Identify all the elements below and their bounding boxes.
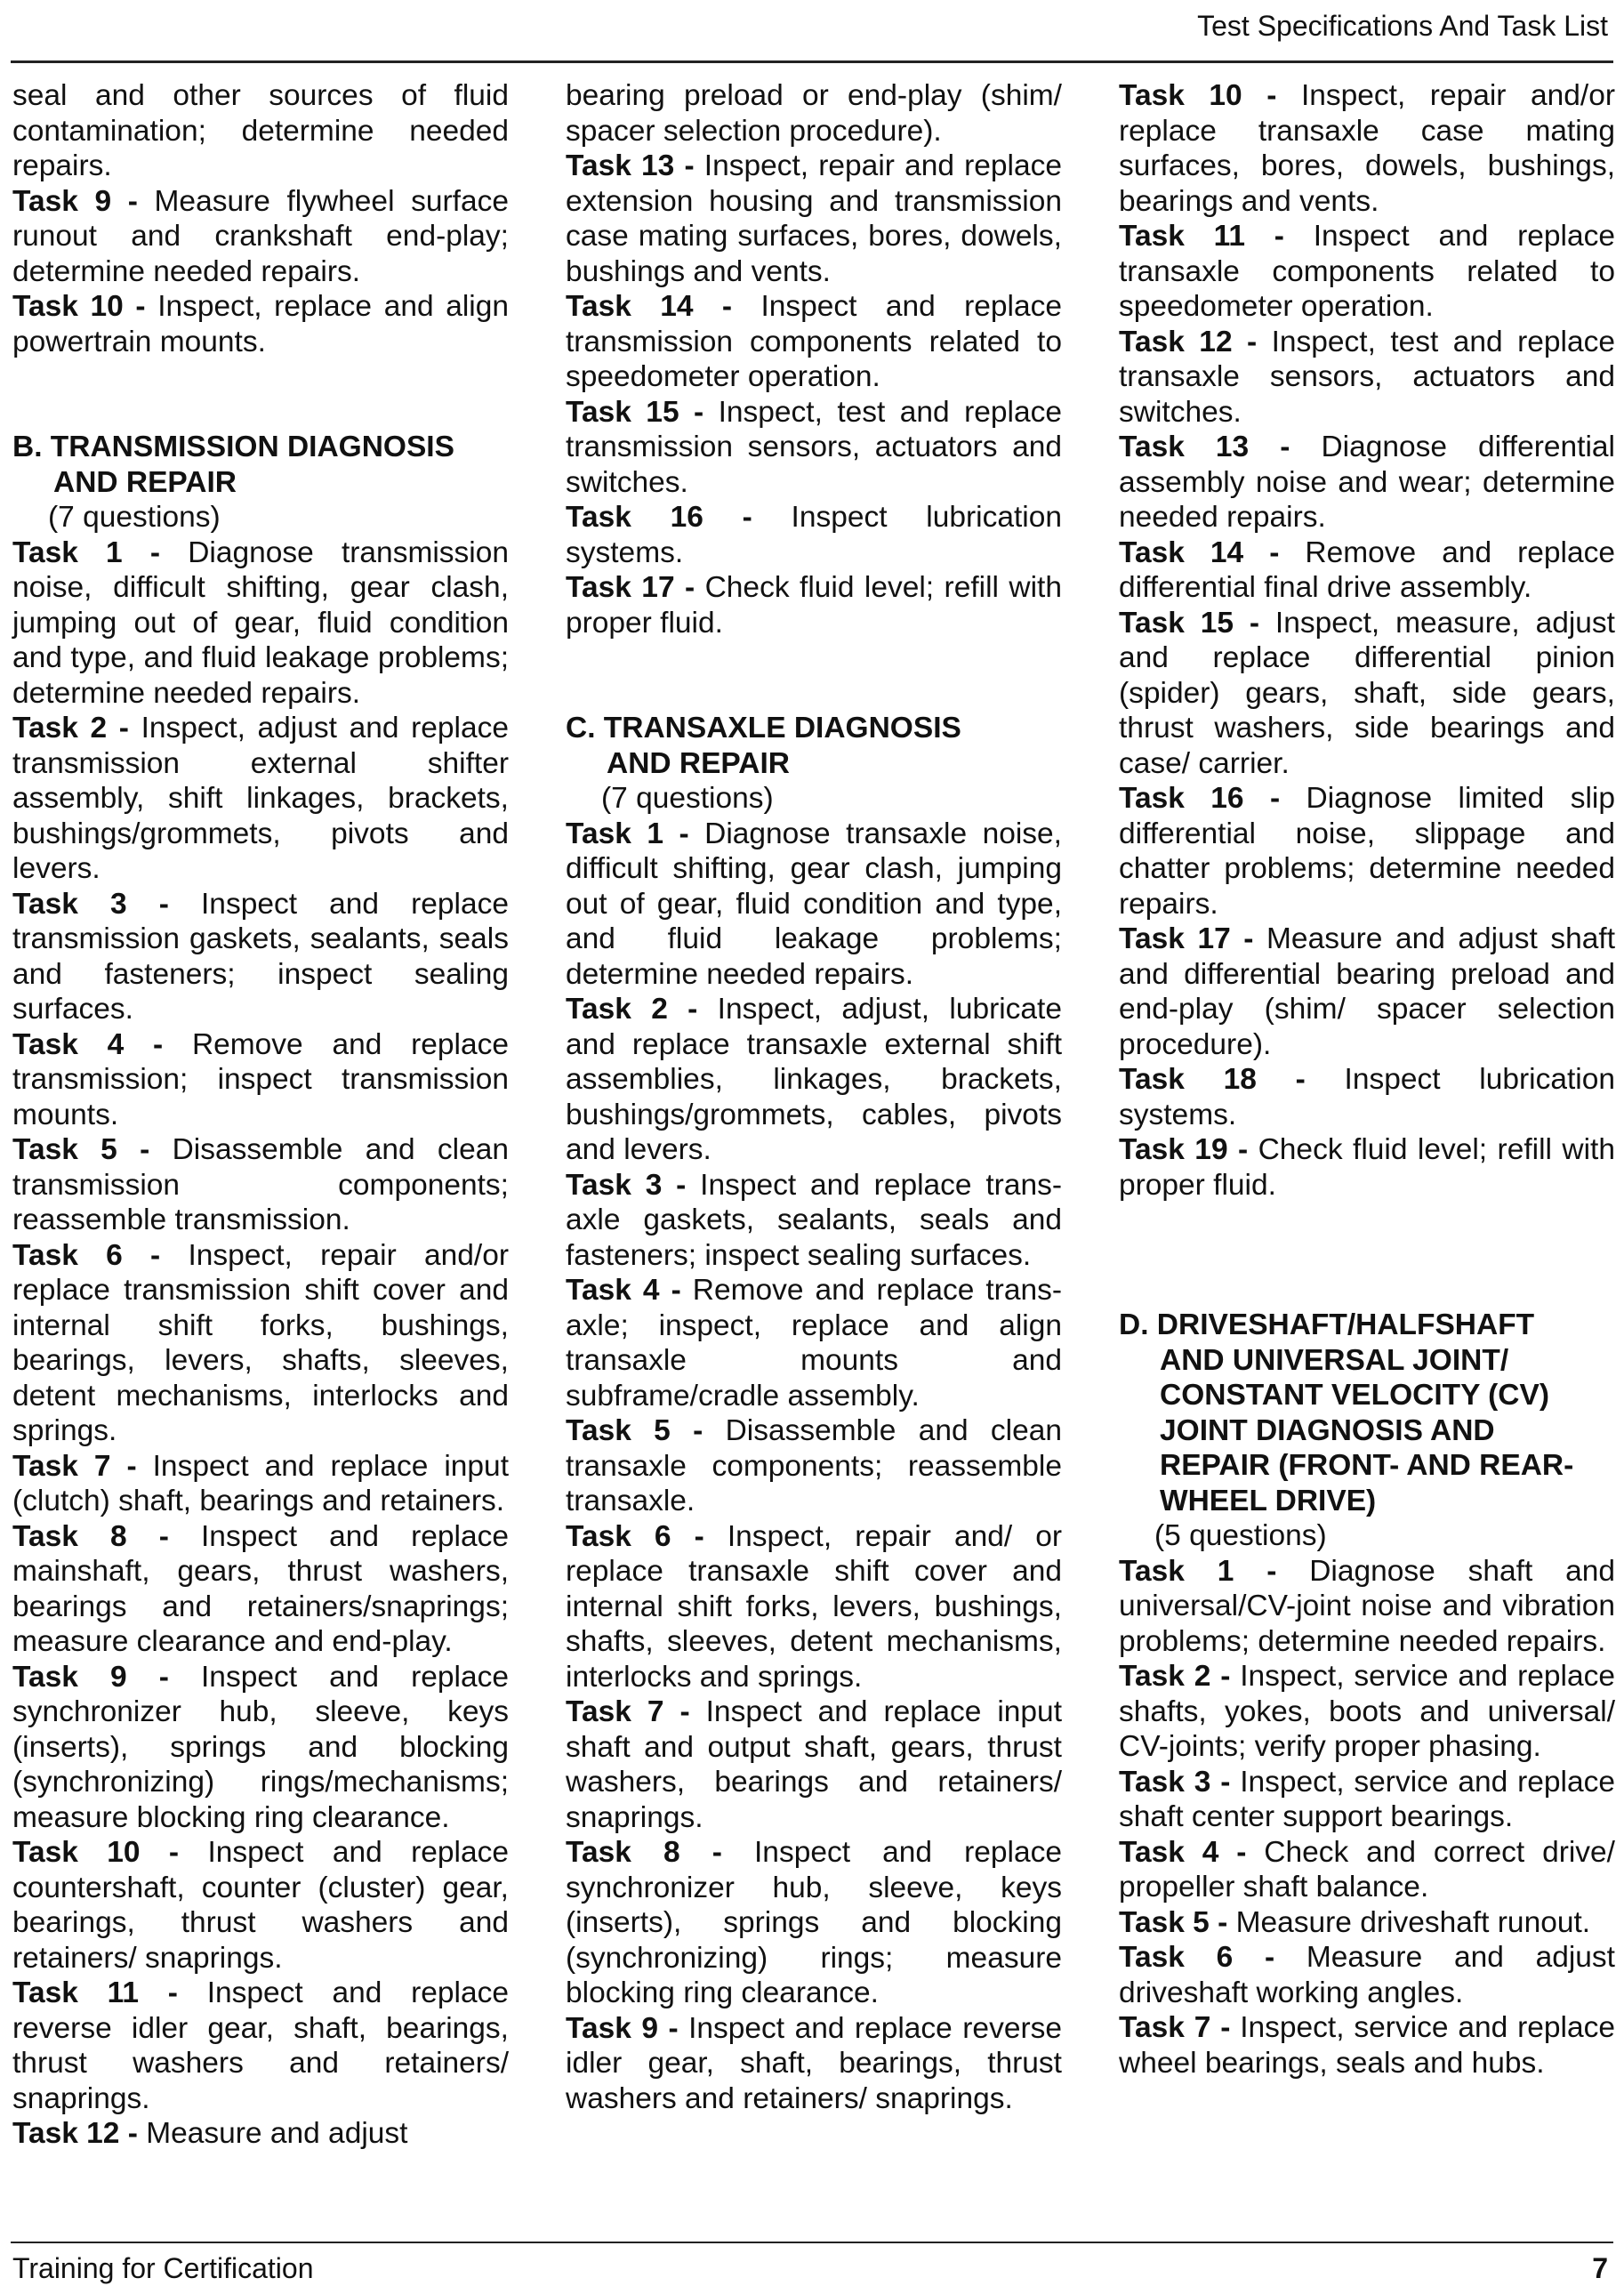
task-item	[12, 1976, 509, 2116]
task-text: Inspect, replace and align powertrain mounts.	[12, 290, 510, 358]
task-label: Task 14 -	[566, 290, 733, 323]
task-item	[1119, 1905, 1615, 1941]
task-text: Inspect lubrication systems.	[566, 501, 1062, 569]
task-text: Inspect and replace input (clutch) shaft, bearings and retainers.	[12, 1449, 509, 1517]
task-label: Task 5 -	[1119, 1905, 1228, 1939]
task-text: Inspect and replace input shaft and output shaft, gears, thrust washers, bearings and retainers/ snaprings.	[566, 1695, 1062, 1834]
task-label: Task 2 -	[566, 993, 698, 1026]
task-item	[1119, 430, 1615, 535]
task-label: Task 1 -	[1119, 1554, 1277, 1588]
task-label: Task 11 -	[12, 1976, 178, 2009]
task-text: Remove and replace transmission; inspect transmission mounts.	[12, 1027, 509, 1131]
task-item	[1119, 2010, 1615, 2081]
task-item	[12, 1660, 509, 1836]
task-text: Inspect, test and replace transmission sensors, actuators and switches.	[566, 395, 1062, 499]
task-label: Task 11 -	[1119, 220, 1284, 253]
task-item	[1119, 606, 1615, 782]
task-item	[566, 1168, 1062, 1274]
section-heading-d	[1119, 1308, 1615, 1518]
task-item	[1119, 1132, 1615, 1203]
task-text: Inspect, service and replace shaft center support bearings.	[1119, 1765, 1615, 1833]
task-text: Inspect and replace synchronizer hub, sleeve, keys (inserts), springs and blocking (synchronizing) rings; measure blocking ring clearance.	[566, 1836, 1062, 2009]
task-label: Task 15 -	[1119, 606, 1260, 640]
task-list	[1119, 1554, 1615, 2081]
task-label: Task 4 -	[566, 1274, 681, 1307]
task-label: Task 6 -	[12, 1238, 161, 1272]
task-list	[12, 535, 509, 2152]
task-label: Task 8 -	[566, 1836, 722, 1869]
task-item	[566, 1273, 1062, 1413]
task-text: Inspect and replace trans-axle gaskets, sealants, seals and fasteners; inspect sealing surfaces.	[566, 1168, 1062, 1272]
task-item	[1119, 535, 1615, 606]
task-text: Inspect, repair and/or replace transaxle case mating surfaces, bores, dowels, bushings, bearings and vents.	[1119, 79, 1615, 218]
section-heading-line: AND REPAIR	[607, 746, 790, 780]
task-item	[1119, 1062, 1615, 1132]
task-text: Disassemble and clean transaxle components; reassemble transaxle.	[566, 1414, 1062, 1517]
task-label: Task 7 -	[1119, 2011, 1231, 2044]
task-item	[12, 1835, 509, 1976]
task-label: Task 9 -	[12, 184, 138, 218]
task-item	[566, 1519, 1062, 1695]
task-item	[1119, 922, 1615, 1062]
task-label: Task 6 -	[1119, 1941, 1275, 1974]
section-heading-line: AND REPAIR	[53, 465, 237, 499]
task-label: Task 2 -	[1119, 1660, 1231, 1693]
task-item	[1119, 219, 1615, 325]
task-item	[1119, 325, 1615, 431]
task-label: Task 8 -	[12, 1519, 169, 1553]
task-text: Inspect and replace reverse idler gear, shaft, bearings, thrust washers and retainers/ snaprings.	[12, 1976, 509, 2115]
task-label: Task 16 -	[566, 501, 752, 534]
task-label: Task 13 -	[1119, 431, 1290, 463]
task-text: Inspect and replace countershaft, counter (cluster) gear, bearings, thrust washers and retainers/ snaprings.	[12, 1836, 509, 1975]
task-text: Disassemble and clean transmission components; reassemble transmission.	[12, 1133, 509, 1236]
task-text: Inspect, service and replace shafts, yokes, boots and universal/ CV-joints; verify proper phasing.	[1119, 1660, 1615, 1763]
task-item	[12, 1449, 509, 1519]
task-label: Task 4 -	[1119, 1835, 1247, 1869]
task-label: Task 18 -	[1119, 1063, 1306, 1096]
task-text: Check and correct drive/ propeller shaft balance.	[1119, 1835, 1615, 1904]
task-label: Task 15 -	[566, 395, 704, 429]
task-item	[12, 711, 509, 887]
task-text: Inspect and replace transaxle components related to speedometer operation.	[1119, 220, 1615, 323]
continuation-text: seal and other sources of fluid contamination; determine needed repairs.	[12, 79, 509, 182]
question-count: (7 questions)	[48, 501, 221, 534]
task-item	[566, 1694, 1062, 1835]
task-text: Measure and adjust shaft and differential bearing preload and end-play (shim/ spacer selection procedure).	[1119, 922, 1616, 1061]
task-item	[566, 149, 1062, 289]
task-list	[12, 184, 509, 360]
column-2	[566, 78, 1062, 2116]
section-heading-line: AND UNIVERSAL JOINT/	[1160, 1343, 1509, 1377]
section-heading-b	[12, 430, 509, 500]
task-text: Inspect, test and replace transaxle sensors, actuators and switches.	[1119, 325, 1615, 429]
section-heading-c	[566, 711, 1062, 781]
header-divider	[11, 60, 1613, 63]
task-label: Task 1 -	[12, 535, 161, 569]
task-item	[1119, 78, 1615, 219]
question-count: (5 questions)	[1154, 1519, 1327, 1552]
section-heading-line: D. DRIVESHAFT/HALFSHAFT	[1119, 1308, 1535, 1341]
task-text: Measure and adjust	[137, 2117, 408, 2150]
task-text: Inspect, repair and/ or replace transaxle shift cover and internal shift forks, levers, bushings, shafts, sleeves, detent mechanisms, interlocks and springs.	[566, 1519, 1062, 1694]
task-item	[12, 289, 509, 359]
task-label: Task 9 -	[566, 2011, 679, 2045]
column-1	[12, 78, 509, 2152]
task-item	[12, 2116, 509, 2152]
task-label: Task 4 -	[12, 1027, 164, 1061]
task-item	[12, 1132, 509, 1238]
task-text: Diagnose differential assembly noise and wear; determine needed repairs.	[1119, 431, 1615, 534]
task-label: Task 1 -	[566, 817, 689, 850]
task-text: Inspect and replace transmission gaskets, sealants, seals and fasteners; inspect sealing surfaces.	[12, 887, 509, 1026]
task-text: Inspect, adjust, lubricate and replace transaxle external shift assemblies, linkages, brackets, bushings/grommets, cables, pivots and levers.	[566, 993, 1062, 1166]
section-heading-line: CONSTANT VELOCITY (CV)	[1160, 1379, 1549, 1412]
task-item	[566, 289, 1062, 395]
task-item	[1119, 1835, 1615, 1905]
task-item	[566, 570, 1062, 640]
task-label: Task 19 -	[1119, 1133, 1249, 1166]
task-label: Task 7 -	[566, 1695, 690, 1728]
task-text: Inspect, repair and/or replace transmission shift cover and internal shift forks, bushings, bearings, levers, shafts, sleeves, detent mechanisms, interlocks and springs.	[12, 1238, 509, 1447]
task-item	[1119, 1554, 1615, 1660]
section-heading-line: WHEEL DRIVE)	[1160, 1484, 1377, 1517]
task-item	[566, 395, 1062, 501]
task-item	[566, 2011, 1062, 2117]
task-item	[566, 992, 1062, 1168]
page-number: 7	[1592, 2252, 1608, 2284]
task-text: Inspect, measure, adjust and replace differential pinion (spider) gears, shaft, side gears, thrust washers, side bearings and case/ carrier.	[1119, 606, 1615, 780]
task-text: Inspect, repair and replace extension housing and transmission case mating surfaces, bores, dowels, bushings and vents.	[566, 149, 1063, 288]
task-item	[566, 1835, 1062, 2011]
task-text: Diagnose transaxle noise, difficult shifting, gear clash, jumping out of gear, fluid condition and type, and fluid leakage problems; determine needed repairs.	[566, 817, 1062, 991]
task-item	[12, 1519, 509, 1660]
task-item	[1119, 1659, 1615, 1765]
task-text: Inspect and replace reverse idler gear, shaft, bearings, thrust washers and retainers/ snaprings.	[566, 2011, 1062, 2115]
task-text: Check fluid level; refill with proper fluid.	[1119, 1133, 1615, 1202]
task-list	[566, 149, 1062, 640]
task-text: Measure flywheel surface runout and crankshaft end-play; determine needed repairs.	[12, 184, 509, 288]
task-label: Task 17 -	[1119, 922, 1254, 955]
task-item	[1119, 1765, 1615, 1835]
task-label: Task 5 -	[12, 1133, 150, 1166]
task-label: Task 12 -	[12, 2117, 138, 2150]
task-label: Task 10 -	[12, 290, 146, 323]
task-item	[12, 1238, 509, 1449]
task-label: Task 17 -	[566, 571, 695, 604]
task-list	[566, 817, 1062, 2117]
task-label: Task 6 -	[566, 1519, 704, 1553]
task-list	[1119, 78, 1615, 1203]
task-label: Task 7 -	[12, 1449, 137, 1483]
task-text: Inspect and replace transmission components related to speedometer operation.	[566, 290, 1062, 393]
task-item	[12, 887, 509, 1027]
section-heading-line: JOINT DIAGNOSIS AND	[1160, 1413, 1495, 1447]
task-label: Task 5 -	[566, 1414, 703, 1447]
task-text: Measure driveshaft runout.	[1227, 1905, 1591, 1939]
task-text: Inspect lubrication systems.	[1119, 1063, 1615, 1131]
section-heading-line: B. TRANSMISSION DIAGNOSIS	[12, 431, 454, 463]
task-label: Task 3 -	[566, 1168, 687, 1202]
task-item	[12, 184, 509, 290]
task-label: Task 9 -	[12, 1660, 169, 1694]
task-text: Inspect, service and replace wheel bearings, seals and hubs.	[1119, 2011, 1615, 2080]
task-text: Diagnose limited slip differential noise, slippage and chatter problems; determine needed repairs.	[1119, 782, 1615, 921]
task-item	[1119, 1940, 1615, 2010]
task-text: Remove and replace differential final drive assembly.	[1119, 535, 1615, 604]
task-text: Diagnose transmission noise, difficult shifting, gear clash, jumping out of gear, fluid condition and type, and fluid leakage problems; determine needed repairs.	[12, 535, 509, 710]
task-label: Task 16 -	[1119, 782, 1281, 815]
task-label: Task 3 -	[1119, 1765, 1231, 1799]
task-text: Inspect and replace mainshaft, gears, thrust washers, bearings and retainers/snaprings; measure clearance and end-play.	[12, 1519, 509, 1658]
section-heading-line: REPAIR (FRONT- AND REAR-	[1160, 1449, 1574, 1482]
task-item	[1119, 781, 1615, 922]
footer-title: Training for Certification	[12, 2252, 314, 2284]
task-text: Remove and replace trans-axle; inspect, replace and align transaxle mounts and subframe/cradle assembly.	[566, 1274, 1062, 1413]
task-label: Task 3 -	[12, 887, 169, 921]
task-item	[566, 500, 1062, 570]
continuation-text: bearing preload or end-play (shim/ spacer selection procedure).	[566, 79, 1062, 148]
task-label: Task 2 -	[12, 712, 129, 745]
task-label: Task 10 -	[1119, 79, 1277, 112]
task-text: Inspect, adjust and replace transmission external shifter assembly, shift linkages, brackets, bushings/grommets, pivots and levers.	[12, 712, 509, 885]
task-item	[12, 535, 509, 712]
question-count: (7 questions)	[601, 782, 774, 815]
task-text: Inspect and replace synchronizer hub, sleeve, keys (inserts), springs and blocking (synchronizing) rings/mechanisms; measure blocking ring clearance.	[12, 1660, 509, 1834]
section-heading-line: C. TRANSAXLE DIAGNOSIS	[566, 712, 961, 745]
footer-divider	[11, 2242, 1613, 2243]
task-item	[566, 817, 1062, 993]
task-item	[566, 1413, 1062, 1519]
task-text: Measure and adjust driveshaft working angles.	[1119, 1941, 1615, 2009]
task-label: Task 13 -	[566, 149, 695, 182]
task-item	[12, 1027, 509, 1133]
column-3	[1119, 78, 1615, 2081]
task-label: Task 10 -	[12, 1836, 180, 1869]
task-label: Task 14 -	[1119, 535, 1280, 569]
task-text: Diagnose shaft and universal/CV-joint noise and vibration problems; determine needed repairs.	[1119, 1554, 1615, 1658]
page-header-title: Test Specifications And Task List	[1197, 10, 1608, 42]
task-label: Task 12 -	[1119, 325, 1258, 358]
task-text: Check fluid level; refill with proper fluid.	[566, 571, 1062, 640]
